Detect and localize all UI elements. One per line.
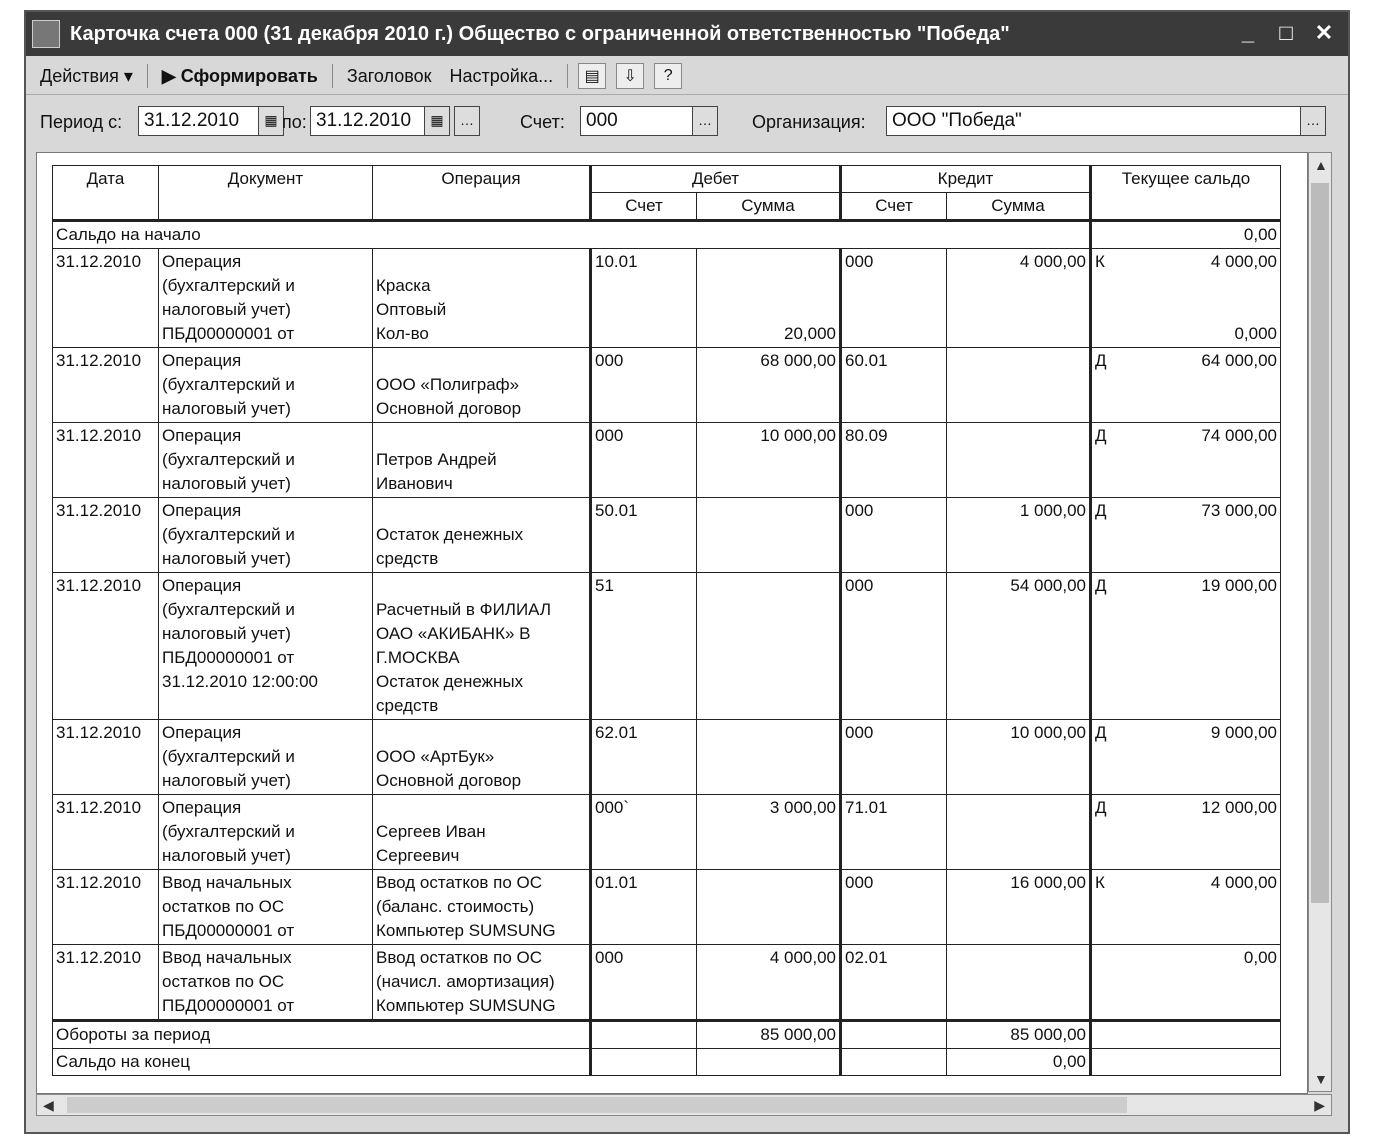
credit-account-cell: 80.09 (841, 423, 947, 498)
operation-cell-line (376, 349, 586, 373)
credit-amount-cell (947, 423, 1091, 498)
document-cell (159, 795, 373, 870)
header-credit: Кредит (841, 166, 1091, 193)
operation-cell-line: Основной договор (376, 399, 522, 418)
balance-cell (1091, 870, 1281, 945)
play-icon: ▶ (161, 65, 181, 86)
document-cell-line: остатков по ОС (162, 972, 285, 991)
period-from-label: Период с: (40, 112, 123, 132)
balance-amount (1095, 298, 1277, 322)
balance-cell (1091, 795, 1281, 870)
toolbar-separator (332, 64, 333, 88)
operation-cell-line: Сергеев Иван (376, 822, 486, 841)
account-card-table (52, 165, 1281, 1076)
balance-cell (1091, 945, 1281, 1021)
operation-cell (373, 720, 591, 795)
document-cell-line: ПБД00000001 от (162, 996, 295, 1015)
operation-cell-line (376, 721, 586, 745)
debit-account-cell: 10.01 (591, 249, 697, 348)
opening-balance-label: Сальдо на начало (53, 221, 1091, 249)
closing-credit-account (841, 1049, 947, 1076)
header-debit-account: Счет (591, 193, 697, 221)
document-cell-line: налоговый учет) (162, 474, 291, 493)
turnover-credit: 85 000,00 (947, 1021, 1091, 1049)
operation-cell-line: Кол-во (376, 324, 429, 343)
closing-balance-value: 0,00 (947, 1049, 1091, 1076)
debit-amount-cell (697, 720, 841, 795)
scroll-down-icon[interactable]: ▼ (1314, 1071, 1328, 1087)
debit-amount-cell-line (700, 274, 836, 298)
document-cell-line: (бухгалтерский и (162, 525, 295, 544)
credit-account-cell: 000 (841, 249, 947, 348)
debit-amount-cell-line: 3 000,00 (769, 798, 836, 817)
operation-cell (373, 870, 591, 945)
document-cell (159, 249, 373, 348)
operation-cell (373, 795, 591, 870)
document-cell-line: (бухгалтерский и (162, 822, 295, 841)
debit-amount-cell-line (700, 250, 836, 274)
balance-amount: 74 000,00 (1201, 426, 1277, 445)
document-cell-line: (бухгалтерский и (162, 600, 295, 619)
operation-cell-line: Расчетный в ФИЛИАЛ (376, 600, 552, 619)
operation-cell (373, 348, 591, 423)
document-cell-line: налоговый учет) (162, 549, 291, 568)
credit-account-cell: 71.01 (841, 795, 947, 870)
balance-amount (1095, 274, 1277, 298)
document-cell-line: ПБД00000001 от (162, 324, 295, 343)
date-cell: 31.12.2010 (53, 348, 159, 423)
debit-amount-cell (697, 249, 841, 348)
filter-panel (26, 98, 1348, 144)
debit-account-cell: 000 (591, 945, 697, 1021)
close-button[interactable]: ✕ (1314, 20, 1334, 45)
document-cell (159, 720, 373, 795)
closing-balance-label: Сальдо на конец (53, 1049, 591, 1076)
balance-amount: 9 000,00 (1210, 723, 1277, 742)
operation-cell-line: ООО «АртБук» (376, 747, 495, 766)
date-cell: 31.12.2010 (53, 795, 159, 870)
header-balance: Текущее сальдо (1091, 166, 1281, 221)
document-cell-line: налоговый учет) (162, 771, 291, 790)
turnover-credit-account (841, 1021, 947, 1049)
table-row (53, 498, 1281, 573)
header-document: Документ (159, 166, 373, 221)
operation-cell-line (376, 574, 586, 598)
export-icon[interactable]: ⇩ (616, 63, 644, 89)
organization-select-button[interactable]: … (1300, 106, 1326, 136)
turnover-debit-account (591, 1021, 697, 1049)
balance-direction: Д (1095, 723, 1107, 742)
credit-amount-cell: 54 000,00 (947, 573, 1091, 720)
header-debit: Дебет (591, 166, 841, 193)
date-cell: 31.12.2010 (53, 573, 159, 720)
credit-amount-cell: 10 000,00 (947, 720, 1091, 795)
debit-account-cell: 000 (591, 423, 697, 498)
operation-cell-line: Ввод остатков по ОС (376, 873, 543, 892)
scroll-thumb[interactable] (67, 1097, 1127, 1113)
document-cell-line: налоговый учет) (162, 624, 291, 643)
debit-amount-cell (697, 348, 841, 423)
document-cell (159, 573, 373, 720)
operation-cell-line: ООО «Полиграф» (376, 375, 520, 394)
debit-amount-cell-line (700, 574, 836, 598)
operation-cell-line: Сергеевич (376, 846, 460, 865)
table-row (53, 945, 1281, 1021)
date-cell: 31.12.2010 (53, 249, 159, 348)
balance-amount: 4 000,00 (1210, 873, 1277, 892)
horizontal-scrollbar[interactable] (36, 1094, 1332, 1116)
date-cell: 31.12.2010 (53, 945, 159, 1021)
document-cell (159, 423, 373, 498)
debit-account-cell: 01.01 (591, 870, 697, 945)
operation-cell-line: Остаток денежных (376, 525, 524, 544)
balance-cell (1091, 498, 1281, 573)
balance-direction: Д (1095, 501, 1107, 520)
document-cell-line: налоговый учет) (162, 300, 291, 319)
table-row (53, 348, 1281, 423)
operation-cell-line: ОАО «АКИБАНК» В (376, 624, 531, 643)
balance-cell (1091, 249, 1281, 348)
period-select-button[interactable]: … (454, 106, 480, 136)
balance-direction: Д (1095, 351, 1107, 370)
closing-balance-cell (1091, 1049, 1281, 1076)
title-bar (26, 12, 1348, 56)
debit-amount-cell-line (700, 298, 836, 322)
toolbar (26, 58, 1348, 95)
document-cell (159, 945, 373, 1021)
balance-direction: К (1095, 873, 1105, 892)
table-row (53, 573, 1281, 720)
balance-amount: 0,00 (1243, 948, 1277, 967)
operation-cell-line: Ввод остатков по ОС (376, 948, 543, 967)
operation-cell-line: (баланс. стоимость) (376, 897, 535, 916)
table-row (53, 870, 1281, 945)
report-window (24, 10, 1350, 1134)
header-date: Дата (53, 166, 159, 221)
operation-cell-line (376, 424, 586, 448)
document-cell-line: ПБД00000001 от (162, 921, 295, 940)
operation-cell-line (376, 250, 586, 274)
account-input[interactable]: 000 (580, 106, 694, 136)
header-credit-account: Счет (841, 193, 947, 221)
credit-amount-cell (947, 945, 1091, 1021)
credit-account-cell: 000 (841, 720, 947, 795)
operation-cell (373, 945, 591, 1021)
debit-account-cell: 51 (591, 573, 697, 720)
debit-amount-cell (697, 573, 841, 720)
balance-cell (1091, 423, 1281, 498)
period-from-input[interactable]: 31.12.2010 (138, 106, 260, 136)
debit-amount-cell-line (700, 721, 836, 745)
document-cell-line: налоговый учет) (162, 846, 291, 865)
balance-amount: 64 000,00 (1201, 351, 1277, 370)
debit-amount-cell-line: 20,000 (784, 324, 836, 343)
document-cell-line: Операция (162, 351, 242, 370)
turnover-balance (1091, 1021, 1281, 1049)
document-cell-line: Операция (162, 723, 242, 742)
document-cell (159, 870, 373, 945)
debit-amount-cell (697, 870, 841, 945)
date-cell: 31.12.2010 (53, 498, 159, 573)
document-cell-line: Операция (162, 501, 242, 520)
period-to-input[interactable]: 31.12.2010 (310, 106, 426, 136)
closing-debit-amount (697, 1049, 841, 1076)
debit-amount-cell-line (700, 871, 836, 895)
report-area (36, 152, 1308, 1094)
actions-menu[interactable]: Действия ▾ (40, 65, 133, 86)
maximize-button[interactable]: □ (1279, 20, 1293, 45)
operation-cell-line: Компьютер SUMSUNG (376, 996, 556, 1015)
header-operation: Операция (373, 166, 591, 221)
balance-amount: 12 000,00 (1201, 798, 1277, 817)
document-cell-line: 31.12.2010 12:00:00 (162, 672, 318, 691)
operation-cell (373, 249, 591, 348)
debit-amount-cell-line (700, 499, 836, 523)
debit-amount-cell (697, 498, 841, 573)
document-cell-line: (бухгалтерский и (162, 276, 295, 295)
document-icon (32, 20, 60, 48)
operation-cell-line: (начисл. амортизация) (376, 972, 555, 991)
operation-cell-line: Краска (376, 276, 431, 295)
operation-cell-line: средств (376, 549, 439, 568)
operation-cell-line: Основной договор (376, 771, 522, 790)
balance-amount: 4 000,00 (1210, 252, 1277, 271)
document-cell-line: (бухгалтерский и (162, 375, 295, 394)
debit-account-cell: 000` (591, 795, 697, 870)
balance-cell (1091, 573, 1281, 720)
balance-direction: Д (1095, 576, 1107, 595)
balance-cell (1091, 348, 1281, 423)
table-row (53, 795, 1281, 870)
date-cell: 31.12.2010 (53, 720, 159, 795)
document-cell-line: Операция (162, 426, 242, 445)
debit-amount-cell (697, 795, 841, 870)
calendar-icon[interactable]: ▦ (424, 106, 450, 136)
document-cell (159, 348, 373, 423)
credit-amount-cell (947, 348, 1091, 423)
header-debit-amount: Сумма (697, 193, 841, 221)
generate-label: Сформировать (180, 65, 318, 86)
debit-amount-cell-line: 68 000,00 (760, 351, 836, 370)
toolbar-separator (567, 64, 568, 88)
document-cell-line: Операция (162, 252, 242, 271)
credit-account-cell: 02.01 (841, 945, 947, 1021)
calendar-icon[interactable]: ▦ (258, 106, 284, 136)
window-title: Карточка счета 000 (31 декабря 2010 г.) Общество с ограниченной ответственностью "Победа" (70, 22, 1010, 45)
operation-cell-line: Компьютер SUMSUNG (376, 921, 556, 940)
credit-amount-cell: 1 000,00 (947, 498, 1091, 573)
balance-amount: 19 000,00 (1201, 576, 1277, 595)
debit-amount-cell-line: 4 000,00 (769, 948, 836, 967)
credit-amount-cell: 4 000,00 (947, 249, 1091, 348)
credit-account-cell: 60.01 (841, 348, 947, 423)
table-row (53, 249, 1281, 348)
account-select-button[interactable]: … (692, 106, 718, 136)
balance-amount: 73 000,00 (1201, 501, 1277, 520)
print-icon[interactable]: ▤ (578, 63, 606, 89)
credit-account-cell: 000 (841, 498, 947, 573)
operation-cell-line: средств (376, 696, 439, 715)
balance-direction: Д (1095, 798, 1107, 817)
balance-amount: 0,000 (1234, 324, 1277, 343)
document-cell-line: налоговый учет) (162, 399, 291, 418)
table-row (53, 423, 1281, 498)
debit-account-cell: 000 (591, 348, 697, 423)
scroll-thumb[interactable] (1311, 183, 1329, 903)
scroll-right-icon[interactable]: ▶ (1314, 1097, 1325, 1113)
balance-direction: К (1095, 252, 1105, 271)
period-to-label: по: (282, 112, 307, 132)
header-button[interactable]: Заголовок (346, 65, 432, 86)
document-cell-line: Ввод начальных (162, 873, 292, 892)
document-cell (159, 498, 373, 573)
settings-button[interactable]: Настройка... (449, 65, 554, 86)
organization-input[interactable]: ООО "Победа" (886, 106, 1302, 136)
table-row (53, 720, 1281, 795)
scroll-up-icon[interactable]: ▲ (1314, 157, 1328, 173)
debit-amount-cell (697, 945, 841, 1021)
account-label: Счет: (520, 112, 565, 132)
turnover-label: Обороты за период (53, 1021, 591, 1049)
debit-account-cell: 50.01 (591, 498, 697, 573)
debit-account-cell: 62.01 (591, 720, 697, 795)
credit-amount-cell: 16 000,00 (947, 870, 1091, 945)
operation-cell-line (376, 499, 586, 523)
organization-label: Организация: (752, 112, 866, 132)
operation-cell-line: Иванович (376, 474, 453, 493)
document-cell-line: (бухгалтерский и (162, 747, 295, 766)
generate-button[interactable] (158, 64, 322, 89)
operation-cell-line: Остаток денежных (376, 672, 524, 691)
vertical-scrollbar[interactable] (1308, 152, 1332, 1092)
credit-amount-cell (947, 795, 1091, 870)
operation-cell-line: Г.МОСКВА (376, 648, 460, 667)
scroll-left-icon[interactable]: ◀ (43, 1097, 54, 1113)
document-cell-line: остатков по ОС (162, 897, 285, 916)
balance-direction: Д (1095, 426, 1107, 445)
closing-debit-account (591, 1049, 697, 1076)
opening-balance-value: 0,00 (1091, 221, 1281, 249)
credit-account-cell: 000 (841, 870, 947, 945)
operation-cell-line: Петров Андрей (376, 450, 497, 469)
balance-cell (1091, 720, 1281, 795)
date-cell: 31.12.2010 (53, 423, 159, 498)
debit-amount-cell-line: 10 000,00 (760, 426, 836, 445)
operation-cell (373, 573, 591, 720)
document-cell-line: ПБД00000001 от (162, 648, 295, 667)
header-credit-amount: Сумма (947, 193, 1091, 221)
help-button[interactable]: ? (654, 63, 682, 89)
operation-cell (373, 498, 591, 573)
operation-cell (373, 423, 591, 498)
operation-cell-line: Оптовый (376, 300, 447, 319)
operation-cell-line (376, 796, 586, 820)
turnover-debit: 85 000,00 (697, 1021, 841, 1049)
minimize-button[interactable]: _ (1241, 20, 1255, 45)
document-cell-line: Ввод начальных (162, 948, 292, 967)
document-cell-line: Операция (162, 798, 242, 817)
toolbar-separator (147, 64, 148, 88)
document-cell-line: Операция (162, 576, 242, 595)
date-cell: 31.12.2010 (53, 870, 159, 945)
debit-amount-cell (697, 423, 841, 498)
document-cell-line: (бухгалтерский и (162, 450, 295, 469)
credit-account-cell: 000 (841, 573, 947, 720)
